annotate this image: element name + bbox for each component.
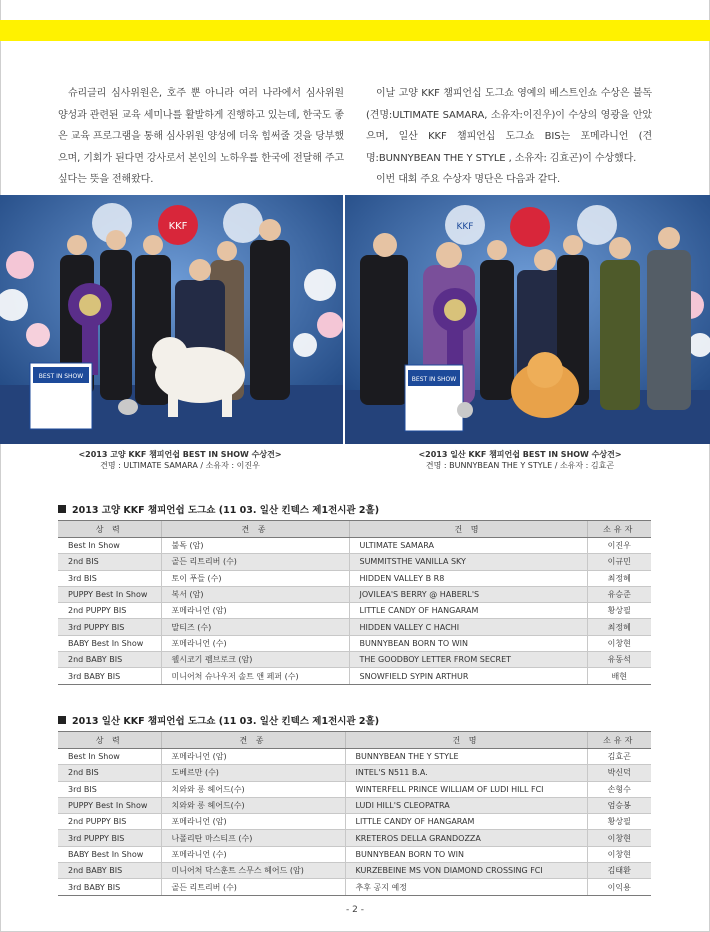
dog-name-cell: WINTERFELL PRINCE WILLIAM OF LUDI HILL FCI (345, 781, 587, 797)
table-row (58, 603, 651, 619)
owner-cell: 이창현 (587, 830, 651, 846)
column-header: 건 명 (345, 732, 587, 749)
breed-cell: 나폴리탄 마스티프 (수) (161, 830, 345, 846)
section-title-text: 2013 고양 KKF 챔피언쉽 도그쇼 (11 03. 일산 킨텍스 제1전시관 2홀) (72, 505, 380, 516)
owner-cell: 유승준 (587, 586, 651, 602)
breed-cell: 포메라니언 (암) (161, 814, 345, 830)
breed-cell: 웰시코기 펨브로크 (암) (161, 652, 349, 668)
dog-name-cell: ULTIMATE SAMARA (349, 538, 587, 554)
owner-cell: 최정혜 (587, 570, 651, 586)
table-row (58, 586, 651, 602)
breed-cell: 골든 리트리버 (수) (161, 879, 345, 895)
column-header: 상 력 (58, 732, 161, 749)
photo-caption-right (395, 449, 645, 471)
award-cell: PUPPY Best In Show (58, 586, 161, 602)
header-accent-bar (0, 20, 710, 41)
caption-subtitle: 견명 : BUNNYBEAN THE Y STYLE / 소유자 : 김효곤 (425, 461, 615, 470)
breed-cell: 미니어처 닥스훈트 스무스 헤어드 (암) (161, 863, 345, 879)
column-header: 견 종 (161, 732, 345, 749)
dog-name-cell: JOVILEA'S BERRY @ HABERL'S (349, 586, 587, 602)
dog-name-cell: KURZEBEINE MS VON DIAMOND CROSSING FCI (345, 863, 587, 879)
photo-bis-goyang (0, 195, 343, 444)
page-number: - 2 - (346, 905, 364, 915)
award-cell: BABY Best In Show (58, 846, 161, 862)
dog-name-cell: LITTLE CANDY OF HANGARAM (345, 814, 587, 830)
owner-cell: 이창현 (587, 635, 651, 651)
intro-paragraph: 이날 고양 KKF 챔피언십 도그쇼 영예의 베스트인쇼 수상은 불독 (견명:ULTIMATE SAMARA, 소유자:이진우)이 수상의 영광을 안았으며, 일산 KKF 챔피언십 도그쇼 BIS는 포메라니언 (견명:BUNNYBEAN THE Y STYLE , 소유자: 김효곤)이 수상했다. (366, 88, 652, 164)
table-header-row (58, 521, 651, 538)
dog-name-cell: SUMMITSTHE VANILLA SKY (349, 554, 587, 570)
awards-table-goyang (58, 520, 651, 685)
intro-paragraph: 이번 대회 주요 수상자 명단은 다음과 같다. (376, 174, 561, 185)
breed-cell: 포메라니언 (수) (161, 846, 345, 862)
owner-cell: 배현 (587, 668, 651, 684)
dog-name-cell: HIDDEN VALLEY B R8 (349, 570, 587, 586)
award-cell: 3rd BIS (58, 570, 161, 586)
photo-caption-left (60, 449, 300, 471)
breed-cell: 포메라니언 (암) (161, 603, 349, 619)
table-row (58, 879, 651, 895)
svg-text:BEST IN SHOW: BEST IN SHOW (38, 373, 84, 380)
owner-cell: 박신덕 (587, 765, 651, 781)
svg-text:BEST IN SHOW: BEST IN SHOW (411, 376, 457, 383)
owner-cell: 이창현 (587, 846, 651, 862)
table-row (58, 863, 651, 879)
award-cell: 3rd BABY BIS (58, 668, 161, 684)
owner-cell: 최정혜 (587, 619, 651, 635)
breed-cell: 포메라니언 (암) (161, 749, 345, 765)
breed-cell: 미니어처 슈나우저 솔트 앤 페퍼 (수) (161, 668, 349, 684)
award-cell: 2nd PUPPY BIS (58, 814, 161, 830)
table-row (58, 797, 651, 813)
owner-cell: 이규민 (587, 554, 651, 570)
column-header: 소유자 (587, 521, 651, 538)
table-row (58, 570, 651, 586)
caption-subtitle: 견명 : ULTIMATE SAMARA / 소유자 : 이진우 (100, 461, 260, 470)
award-cell: Best In Show (58, 538, 161, 554)
breed-cell: 골든 리트리버 (수) (161, 554, 349, 570)
dog-name-cell: THE GOODBOY LETTER FROM SECRET (349, 652, 587, 668)
column-header: 상 력 (58, 521, 161, 538)
section-title-goyang (58, 502, 379, 516)
breed-cell: 불독 (암) (161, 538, 349, 554)
dog-name-cell: KRETEROS DELLA GRANDOZZA (345, 830, 587, 846)
section-title-text: 2013 일산 KKF 챔피언쉽 도그쇼 (11 03. 일산 킨텍스 제1전시관 2홀) (72, 716, 380, 727)
photo-bis-ilsan (345, 195, 710, 444)
breed-cell: 도베르만 (수) (161, 765, 345, 781)
owner-cell: 손형수 (587, 781, 651, 797)
table-row (58, 814, 651, 830)
breed-cell: 말티즈 (수) (161, 619, 349, 635)
breed-cell: 포메라니언 (수) (161, 635, 349, 651)
table-row (58, 554, 651, 570)
svg-text:KKF: KKF (168, 221, 188, 232)
breed-cell: 토이 푸들 (수) (161, 570, 349, 586)
bullet-square-icon (58, 505, 66, 513)
caption-title: <2013 고양 KKF 챔피언쉽 BEST IN SHOW 수상견> (78, 450, 282, 459)
table-row (58, 781, 651, 797)
dog-name-cell: SNOWFIELD SYPIN ARTHUR (349, 668, 587, 684)
awards-table-ilsan (58, 731, 651, 896)
column-header: 소유자 (587, 732, 651, 749)
svg-text:KKF: KKF (456, 222, 474, 232)
award-cell: PUPPY Best In Show (58, 797, 161, 813)
table-row (58, 830, 651, 846)
owner-cell: 황상필 (587, 603, 651, 619)
award-cell: 2nd BIS (58, 554, 161, 570)
column-header: 건 명 (349, 521, 587, 538)
table-row (58, 538, 651, 554)
dog-name-cell: LITTLE CANDY OF HANGARAM (349, 603, 587, 619)
dog-name-cell: BUNNYBEAN THE Y STYLE (345, 749, 587, 765)
intro-column-right (366, 83, 652, 191)
award-cell: Best In Show (58, 749, 161, 765)
dog-name-cell: INTEL'S N511 B.A. (345, 765, 587, 781)
table-row (58, 765, 651, 781)
owner-cell: 이익용 (587, 879, 651, 895)
owner-cell: 김태환 (587, 863, 651, 879)
intro-paragraph: 슈리글리 심사위원은, 호주 뿐 아니라 여러 나라에서 심사위원 양성과 관련된 교육 세미나를 활발하게 진행하고 있는데, 한국도 좋은 교육 프로그램을 통해 심사위원 양성에 더욱 힘써줄 것을 당부했으며, 기회가 된다면 강사로서 본인의 노하우를 한국에 전달해 주고 싶다는 뜻을 전해왔다. (58, 88, 344, 185)
section-title-ilsan (58, 713, 379, 727)
award-cell: 2nd BIS (58, 765, 161, 781)
dog-name-cell: BUNNYBEAN BORN TO WIN (345, 846, 587, 862)
owner-cell: 이진우 (587, 538, 651, 554)
table-row (58, 635, 651, 651)
award-cell: 2nd PUPPY BIS (58, 603, 161, 619)
award-cell: 3rd BIS (58, 781, 161, 797)
award-cell: 2nd BABY BIS (58, 652, 161, 668)
caption-title: <2013 일산 KKF 챔피언쉽 BEST IN SHOW 수상견> (418, 450, 622, 459)
table-row (58, 749, 651, 765)
breed-cell: 복서 (암) (161, 586, 349, 602)
intro-column-left (58, 83, 344, 191)
owner-cell: 엄승봉 (587, 797, 651, 813)
table-row (58, 619, 651, 635)
award-cell: BABY Best In Show (58, 635, 161, 651)
table-row (58, 652, 651, 668)
dog-name-cell: LUDI HILL'S CLEOPATRA (345, 797, 587, 813)
bullet-square-icon (58, 716, 66, 724)
breed-cell: 치와와 롱 헤어드(수) (161, 797, 345, 813)
table-row (58, 668, 651, 684)
table-row (58, 846, 651, 862)
owner-cell: 유동석 (587, 652, 651, 668)
dog-name-cell: 추후 공지 예정 (345, 879, 587, 895)
award-cell: 3rd PUPPY BIS (58, 830, 161, 846)
breed-cell: 치와와 롱 헤어드(수) (161, 781, 345, 797)
owner-cell: 황상필 (587, 814, 651, 830)
owner-cell: 김효곤 (587, 749, 651, 765)
table-header-row (58, 732, 651, 749)
column-header: 견 종 (161, 521, 349, 538)
dog-name-cell: BUNNYBEAN BORN TO WIN (349, 635, 587, 651)
dog-name-cell: HIDDEN VALLEY C HACHI (349, 619, 587, 635)
award-cell: 3rd BABY BIS (58, 879, 161, 895)
award-cell: 2nd BABY BIS (58, 863, 161, 879)
award-cell: 3rd PUPPY BIS (58, 619, 161, 635)
